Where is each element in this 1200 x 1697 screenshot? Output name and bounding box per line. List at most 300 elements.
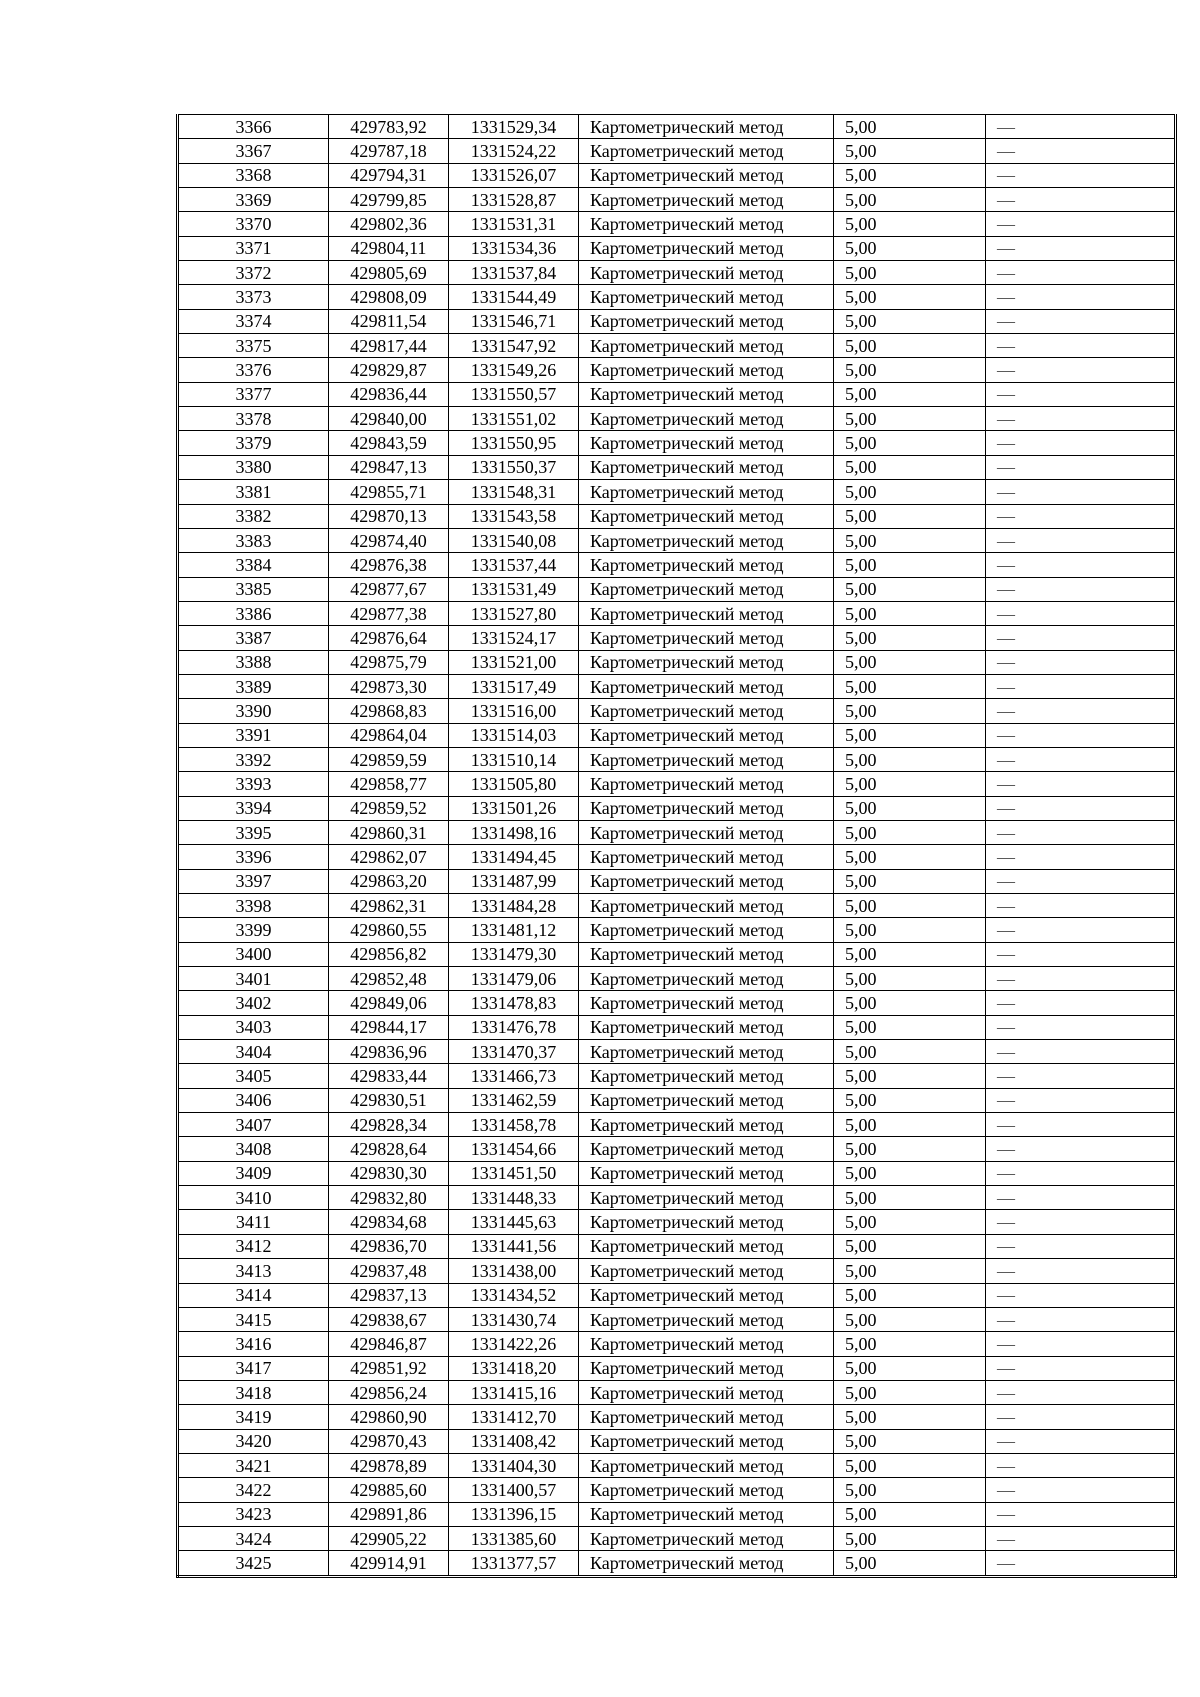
y-coordinate-cell: 1331458,78 bbox=[449, 1113, 579, 1137]
x-coordinate-cell: 429870,43 bbox=[329, 1429, 449, 1453]
y-coordinate-cell: 1331524,22 bbox=[449, 139, 579, 163]
note-cell: — bbox=[986, 1307, 1176, 1331]
table-row bbox=[178, 334, 1176, 358]
accuracy-cell: 5,00 bbox=[834, 991, 986, 1015]
accuracy-cell: 5,00 bbox=[834, 1356, 986, 1380]
table-row bbox=[178, 1283, 1176, 1307]
method-cell: Картометрический метод bbox=[579, 1040, 834, 1064]
point-number-cell: 3422 bbox=[178, 1478, 329, 1502]
point-number-cell: 3391 bbox=[178, 723, 329, 747]
table-row bbox=[178, 772, 1176, 796]
method-cell: Картометрический метод bbox=[579, 139, 834, 163]
x-coordinate-cell: 429829,87 bbox=[329, 358, 449, 382]
table-row bbox=[178, 650, 1176, 674]
table-row bbox=[178, 699, 1176, 723]
method-cell: Картометрический метод bbox=[579, 261, 834, 285]
note-cell: — bbox=[986, 1040, 1176, 1064]
y-coordinate-cell: 1331478,83 bbox=[449, 991, 579, 1015]
x-coordinate-cell: 429804,11 bbox=[329, 236, 449, 260]
y-coordinate-cell: 1331476,78 bbox=[449, 1015, 579, 1039]
point-number-cell: 3397 bbox=[178, 869, 329, 893]
table-row bbox=[178, 918, 1176, 942]
accuracy-cell: 5,00 bbox=[834, 139, 986, 163]
table-row bbox=[178, 115, 1176, 139]
table-row bbox=[178, 1502, 1176, 1526]
accuracy-cell: 5,00 bbox=[834, 626, 986, 650]
method-cell: Картометрический метод bbox=[579, 1259, 834, 1283]
table-row bbox=[178, 820, 1176, 844]
x-coordinate-cell: 429859,59 bbox=[329, 747, 449, 771]
method-cell: Картометрический метод bbox=[579, 309, 834, 333]
y-coordinate-cell: 1331546,71 bbox=[449, 309, 579, 333]
note-cell: — bbox=[986, 820, 1176, 844]
y-coordinate-cell: 1331517,49 bbox=[449, 674, 579, 698]
accuracy-cell: 5,00 bbox=[834, 431, 986, 455]
note-cell: — bbox=[986, 845, 1176, 869]
x-coordinate-cell: 429877,67 bbox=[329, 577, 449, 601]
point-number-cell: 3396 bbox=[178, 845, 329, 869]
method-cell: Картометрический метод bbox=[579, 918, 834, 942]
x-coordinate-cell: 429830,51 bbox=[329, 1088, 449, 1112]
method-cell: Картометрический метод bbox=[579, 820, 834, 844]
accuracy-cell: 5,00 bbox=[834, 1186, 986, 1210]
table-row bbox=[178, 455, 1176, 479]
accuracy-cell: 5,00 bbox=[834, 1161, 986, 1185]
method-cell: Картометрический метод bbox=[579, 601, 834, 625]
point-number-cell: 3384 bbox=[178, 553, 329, 577]
note-cell: — bbox=[986, 1356, 1176, 1380]
note-cell: — bbox=[986, 1210, 1176, 1234]
point-number-cell: 3379 bbox=[178, 431, 329, 455]
table-row bbox=[178, 407, 1176, 431]
y-coordinate-cell: 1331412,70 bbox=[449, 1405, 579, 1429]
table-row bbox=[178, 528, 1176, 552]
y-coordinate-cell: 1331481,12 bbox=[449, 918, 579, 942]
table-row bbox=[178, 553, 1176, 577]
point-number-cell: 3421 bbox=[178, 1453, 329, 1477]
accuracy-cell: 5,00 bbox=[834, 407, 986, 431]
point-number-cell: 3417 bbox=[178, 1356, 329, 1380]
table-row bbox=[178, 1526, 1176, 1550]
point-number-cell: 3400 bbox=[178, 942, 329, 966]
table-row bbox=[178, 845, 1176, 869]
point-number-cell: 3388 bbox=[178, 650, 329, 674]
accuracy-cell: 5,00 bbox=[834, 358, 986, 382]
point-number-cell: 3372 bbox=[178, 261, 329, 285]
x-coordinate-cell: 429836,96 bbox=[329, 1040, 449, 1064]
table-row bbox=[178, 358, 1176, 382]
accuracy-cell: 5,00 bbox=[834, 1040, 986, 1064]
y-coordinate-cell: 1331448,33 bbox=[449, 1186, 579, 1210]
accuracy-cell: 5,00 bbox=[834, 1307, 986, 1331]
note-cell: — bbox=[986, 1380, 1176, 1404]
method-cell: Картометрический метод bbox=[579, 869, 834, 893]
x-coordinate-cell: 429805,69 bbox=[329, 261, 449, 285]
point-number-cell: 3370 bbox=[178, 212, 329, 236]
accuracy-cell: 5,00 bbox=[834, 1015, 986, 1039]
accuracy-cell: 5,00 bbox=[834, 455, 986, 479]
method-cell: Картометрический метод bbox=[579, 407, 834, 431]
accuracy-cell: 5,00 bbox=[834, 1526, 986, 1550]
table-row bbox=[178, 1332, 1176, 1356]
method-cell: Картометрический метод bbox=[579, 1478, 834, 1502]
accuracy-cell: 5,00 bbox=[834, 1478, 986, 1502]
point-number-cell: 3403 bbox=[178, 1015, 329, 1039]
accuracy-cell: 5,00 bbox=[834, 1064, 986, 1088]
y-coordinate-cell: 1331537,84 bbox=[449, 261, 579, 285]
x-coordinate-cell: 429885,60 bbox=[329, 1478, 449, 1502]
point-number-cell: 3392 bbox=[178, 747, 329, 771]
point-number-cell: 3387 bbox=[178, 626, 329, 650]
point-number-cell: 3395 bbox=[178, 820, 329, 844]
note-cell: — bbox=[986, 504, 1176, 528]
accuracy-cell: 5,00 bbox=[834, 1088, 986, 1112]
table-row bbox=[178, 1186, 1176, 1210]
y-coordinate-cell: 1331528,87 bbox=[449, 188, 579, 212]
method-cell: Картометрический метод bbox=[579, 796, 834, 820]
note-cell: — bbox=[986, 601, 1176, 625]
table-row bbox=[178, 236, 1176, 260]
accuracy-cell: 5,00 bbox=[834, 188, 986, 212]
x-coordinate-cell: 429787,18 bbox=[329, 139, 449, 163]
accuracy-cell: 5,00 bbox=[834, 212, 986, 236]
y-coordinate-cell: 1331385,60 bbox=[449, 1526, 579, 1550]
table-row bbox=[178, 577, 1176, 601]
accuracy-cell: 5,00 bbox=[834, 772, 986, 796]
y-coordinate-cell: 1331548,31 bbox=[449, 480, 579, 504]
note-cell: — bbox=[986, 650, 1176, 674]
note-cell: — bbox=[986, 212, 1176, 236]
x-coordinate-cell: 429832,80 bbox=[329, 1186, 449, 1210]
x-coordinate-cell: 429862,07 bbox=[329, 845, 449, 869]
note-cell: — bbox=[986, 1161, 1176, 1185]
table-row bbox=[178, 1113, 1176, 1137]
accuracy-cell: 5,00 bbox=[834, 918, 986, 942]
note-cell: — bbox=[986, 772, 1176, 796]
accuracy-cell: 5,00 bbox=[834, 553, 986, 577]
y-coordinate-cell: 1331422,26 bbox=[449, 1332, 579, 1356]
y-coordinate-cell: 1331498,16 bbox=[449, 820, 579, 844]
note-cell: — bbox=[986, 942, 1176, 966]
table-row bbox=[178, 1405, 1176, 1429]
method-cell: Картометрический метод bbox=[579, 699, 834, 723]
y-coordinate-cell: 1331487,99 bbox=[449, 869, 579, 893]
table-row bbox=[178, 261, 1176, 285]
table-row bbox=[178, 601, 1176, 625]
point-number-cell: 3399 bbox=[178, 918, 329, 942]
accuracy-cell: 5,00 bbox=[834, 1259, 986, 1283]
note-cell: — bbox=[986, 1015, 1176, 1039]
accuracy-cell: 5,00 bbox=[834, 650, 986, 674]
note-cell: — bbox=[986, 577, 1176, 601]
point-number-cell: 3419 bbox=[178, 1405, 329, 1429]
method-cell: Картометрический метод bbox=[579, 334, 834, 358]
y-coordinate-cell: 1331549,26 bbox=[449, 358, 579, 382]
x-coordinate-cell: 429858,77 bbox=[329, 772, 449, 796]
accuracy-cell: 5,00 bbox=[834, 1380, 986, 1404]
table-row bbox=[178, 212, 1176, 236]
x-coordinate-cell: 429868,83 bbox=[329, 699, 449, 723]
point-number-cell: 3377 bbox=[178, 382, 329, 406]
x-coordinate-cell: 429817,44 bbox=[329, 334, 449, 358]
y-coordinate-cell: 1331543,58 bbox=[449, 504, 579, 528]
x-coordinate-cell: 429891,86 bbox=[329, 1502, 449, 1526]
x-coordinate-cell: 429864,04 bbox=[329, 723, 449, 747]
point-number-cell: 3398 bbox=[178, 894, 329, 918]
method-cell: Картометрический метод bbox=[579, 1526, 834, 1550]
accuracy-cell: 5,00 bbox=[834, 115, 986, 139]
accuracy-cell: 5,00 bbox=[834, 285, 986, 309]
note-cell: — bbox=[986, 528, 1176, 552]
method-cell: Картометрический метод bbox=[579, 1502, 834, 1526]
x-coordinate-cell: 429849,06 bbox=[329, 991, 449, 1015]
y-coordinate-cell: 1331462,59 bbox=[449, 1088, 579, 1112]
y-coordinate-cell: 1331466,73 bbox=[449, 1064, 579, 1088]
y-coordinate-cell: 1331454,66 bbox=[449, 1137, 579, 1161]
table-row bbox=[178, 309, 1176, 333]
x-coordinate-cell: 429862,31 bbox=[329, 894, 449, 918]
note-cell: — bbox=[986, 894, 1176, 918]
note-cell: — bbox=[986, 1526, 1176, 1550]
accuracy-cell: 5,00 bbox=[834, 334, 986, 358]
method-cell: Картометрический метод bbox=[579, 1283, 834, 1307]
x-coordinate-cell: 429905,22 bbox=[329, 1526, 449, 1550]
point-number-cell: 3401 bbox=[178, 967, 329, 991]
accuracy-cell: 5,00 bbox=[834, 869, 986, 893]
x-coordinate-cell: 429877,38 bbox=[329, 601, 449, 625]
note-cell: — bbox=[986, 1453, 1176, 1477]
point-number-cell: 3408 bbox=[178, 1137, 329, 1161]
x-coordinate-cell: 429828,64 bbox=[329, 1137, 449, 1161]
note-cell: — bbox=[986, 1186, 1176, 1210]
note-cell: — bbox=[986, 1234, 1176, 1258]
note-cell: — bbox=[986, 1332, 1176, 1356]
method-cell: Картометрический метод bbox=[579, 894, 834, 918]
point-number-cell: 3413 bbox=[178, 1259, 329, 1283]
table-row bbox=[178, 139, 1176, 163]
y-coordinate-cell: 1331531,49 bbox=[449, 577, 579, 601]
point-number-cell: 3376 bbox=[178, 358, 329, 382]
note-cell: — bbox=[986, 1478, 1176, 1502]
method-cell: Картометрический метод bbox=[579, 553, 834, 577]
x-coordinate-cell: 429808,09 bbox=[329, 285, 449, 309]
note-cell: — bbox=[986, 1088, 1176, 1112]
point-number-cell: 3367 bbox=[178, 139, 329, 163]
method-cell: Картометрический метод bbox=[579, 1088, 834, 1112]
method-cell: Картометрический метод bbox=[579, 577, 834, 601]
note-cell: — bbox=[986, 1137, 1176, 1161]
x-coordinate-cell: 429802,36 bbox=[329, 212, 449, 236]
x-coordinate-cell: 429840,00 bbox=[329, 407, 449, 431]
y-coordinate-cell: 1331501,26 bbox=[449, 796, 579, 820]
x-coordinate-cell: 429836,70 bbox=[329, 1234, 449, 1258]
note-cell: — bbox=[986, 1259, 1176, 1283]
y-coordinate-cell: 1331430,74 bbox=[449, 1307, 579, 1331]
note-cell: — bbox=[986, 869, 1176, 893]
table-row bbox=[178, 747, 1176, 771]
method-cell: Картометрический метод bbox=[579, 650, 834, 674]
note-cell: — bbox=[986, 188, 1176, 212]
method-cell: Картометрический метод bbox=[579, 115, 834, 139]
table-row bbox=[178, 967, 1176, 991]
coordinates-table-body bbox=[178, 115, 1176, 1577]
point-number-cell: 3418 bbox=[178, 1380, 329, 1404]
point-number-cell: 3390 bbox=[178, 699, 329, 723]
point-number-cell: 3374 bbox=[178, 309, 329, 333]
table-row bbox=[178, 1356, 1176, 1380]
y-coordinate-cell: 1331484,28 bbox=[449, 894, 579, 918]
point-number-cell: 3406 bbox=[178, 1088, 329, 1112]
note-cell: — bbox=[986, 796, 1176, 820]
method-cell: Картометрический метод bbox=[579, 626, 834, 650]
x-coordinate-cell: 429837,13 bbox=[329, 1283, 449, 1307]
accuracy-cell: 5,00 bbox=[834, 163, 986, 187]
note-cell: — bbox=[986, 139, 1176, 163]
y-coordinate-cell: 1331396,15 bbox=[449, 1502, 579, 1526]
table-row bbox=[178, 991, 1176, 1015]
method-cell: Картометрический метод bbox=[579, 1405, 834, 1429]
x-coordinate-cell: 429876,64 bbox=[329, 626, 449, 650]
table-row bbox=[178, 1088, 1176, 1112]
table-row bbox=[178, 1551, 1176, 1576]
accuracy-cell: 5,00 bbox=[834, 236, 986, 260]
note-cell: — bbox=[986, 553, 1176, 577]
x-coordinate-cell: 429860,55 bbox=[329, 918, 449, 942]
method-cell: Картометрический метод bbox=[579, 674, 834, 698]
method-cell: Картометрический метод bbox=[579, 1137, 834, 1161]
x-coordinate-cell: 429874,40 bbox=[329, 528, 449, 552]
method-cell: Картометрический метод bbox=[579, 480, 834, 504]
method-cell: Картометрический метод bbox=[579, 1453, 834, 1477]
x-coordinate-cell: 429811,54 bbox=[329, 309, 449, 333]
x-coordinate-cell: 429851,92 bbox=[329, 1356, 449, 1380]
x-coordinate-cell: 429860,31 bbox=[329, 820, 449, 844]
coordinates-table-wrapper bbox=[176, 114, 1177, 1578]
x-coordinate-cell: 429834,68 bbox=[329, 1210, 449, 1234]
y-coordinate-cell: 1331526,07 bbox=[449, 163, 579, 187]
y-coordinate-cell: 1331505,80 bbox=[449, 772, 579, 796]
coordinates-table bbox=[176, 114, 1177, 1578]
x-coordinate-cell: 429846,87 bbox=[329, 1332, 449, 1356]
method-cell: Картометрический метод bbox=[579, 1186, 834, 1210]
x-coordinate-cell: 429837,48 bbox=[329, 1259, 449, 1283]
method-cell: Картометрический метод bbox=[579, 1332, 834, 1356]
table-row bbox=[178, 1234, 1176, 1258]
note-cell: — bbox=[986, 1502, 1176, 1526]
x-coordinate-cell: 429859,52 bbox=[329, 796, 449, 820]
x-coordinate-cell: 429855,71 bbox=[329, 480, 449, 504]
y-coordinate-cell: 1331527,80 bbox=[449, 601, 579, 625]
method-cell: Картометрический метод bbox=[579, 504, 834, 528]
table-row bbox=[178, 1137, 1176, 1161]
x-coordinate-cell: 429914,91 bbox=[329, 1551, 449, 1576]
method-cell: Картометрический метод bbox=[579, 1113, 834, 1137]
y-coordinate-cell: 1331550,57 bbox=[449, 382, 579, 406]
point-number-cell: 3393 bbox=[178, 772, 329, 796]
y-coordinate-cell: 1331400,57 bbox=[449, 1478, 579, 1502]
y-coordinate-cell: 1331438,00 bbox=[449, 1259, 579, 1283]
note-cell: — bbox=[986, 407, 1176, 431]
y-coordinate-cell: 1331451,50 bbox=[449, 1161, 579, 1185]
point-number-cell: 3410 bbox=[178, 1186, 329, 1210]
accuracy-cell: 5,00 bbox=[834, 261, 986, 285]
point-number-cell: 3404 bbox=[178, 1040, 329, 1064]
x-coordinate-cell: 429875,79 bbox=[329, 650, 449, 674]
x-coordinate-cell: 429828,34 bbox=[329, 1113, 449, 1137]
note-cell: — bbox=[986, 455, 1176, 479]
point-number-cell: 3409 bbox=[178, 1161, 329, 1185]
method-cell: Картометрический метод bbox=[579, 1064, 834, 1088]
y-coordinate-cell: 1331521,00 bbox=[449, 650, 579, 674]
x-coordinate-cell: 429794,31 bbox=[329, 163, 449, 187]
y-coordinate-cell: 1331551,02 bbox=[449, 407, 579, 431]
accuracy-cell: 5,00 bbox=[834, 601, 986, 625]
method-cell: Картометрический метод bbox=[579, 845, 834, 869]
table-row bbox=[178, 1429, 1176, 1453]
note-cell: — bbox=[986, 285, 1176, 309]
table-row bbox=[178, 480, 1176, 504]
y-coordinate-cell: 1331445,63 bbox=[449, 1210, 579, 1234]
x-coordinate-cell: 429833,44 bbox=[329, 1064, 449, 1088]
method-cell: Картометрический метод bbox=[579, 163, 834, 187]
y-coordinate-cell: 1331537,44 bbox=[449, 553, 579, 577]
point-number-cell: 3373 bbox=[178, 285, 329, 309]
accuracy-cell: 5,00 bbox=[834, 699, 986, 723]
point-number-cell: 3383 bbox=[178, 528, 329, 552]
x-coordinate-cell: 429863,20 bbox=[329, 869, 449, 893]
note-cell: — bbox=[986, 1283, 1176, 1307]
y-coordinate-cell: 1331529,34 bbox=[449, 115, 579, 139]
y-coordinate-cell: 1331550,95 bbox=[449, 431, 579, 455]
accuracy-cell: 5,00 bbox=[834, 382, 986, 406]
y-coordinate-cell: 1331544,49 bbox=[449, 285, 579, 309]
y-coordinate-cell: 1331408,42 bbox=[449, 1429, 579, 1453]
table-row bbox=[178, 504, 1176, 528]
point-number-cell: 3380 bbox=[178, 455, 329, 479]
method-cell: Картометрический метод bbox=[579, 455, 834, 479]
point-number-cell: 3425 bbox=[178, 1551, 329, 1576]
table-row bbox=[178, 1064, 1176, 1088]
x-coordinate-cell: 429878,89 bbox=[329, 1453, 449, 1477]
accuracy-cell: 5,00 bbox=[834, 1502, 986, 1526]
table-row bbox=[178, 285, 1176, 309]
method-cell: Картометрический метод bbox=[579, 1380, 834, 1404]
note-cell: — bbox=[986, 115, 1176, 139]
x-coordinate-cell: 429856,24 bbox=[329, 1380, 449, 1404]
table-row bbox=[178, 382, 1176, 406]
point-number-cell: 3411 bbox=[178, 1210, 329, 1234]
method-cell: Картометрический метод bbox=[579, 358, 834, 382]
x-coordinate-cell: 429836,44 bbox=[329, 382, 449, 406]
note-cell: — bbox=[986, 1429, 1176, 1453]
x-coordinate-cell: 429876,38 bbox=[329, 553, 449, 577]
x-coordinate-cell: 429873,30 bbox=[329, 674, 449, 698]
point-number-cell: 3405 bbox=[178, 1064, 329, 1088]
table-row bbox=[178, 1040, 1176, 1064]
note-cell: — bbox=[986, 382, 1176, 406]
method-cell: Картометрический метод bbox=[579, 1356, 834, 1380]
accuracy-cell: 5,00 bbox=[834, 796, 986, 820]
method-cell: Картометрический метод bbox=[579, 382, 834, 406]
accuracy-cell: 5,00 bbox=[834, 894, 986, 918]
x-coordinate-cell: 429870,13 bbox=[329, 504, 449, 528]
note-cell: — bbox=[986, 699, 1176, 723]
method-cell: Картометрический метод bbox=[579, 1551, 834, 1576]
y-coordinate-cell: 1331540,08 bbox=[449, 528, 579, 552]
accuracy-cell: 5,00 bbox=[834, 480, 986, 504]
table-row bbox=[178, 723, 1176, 747]
x-coordinate-cell: 429852,48 bbox=[329, 967, 449, 991]
